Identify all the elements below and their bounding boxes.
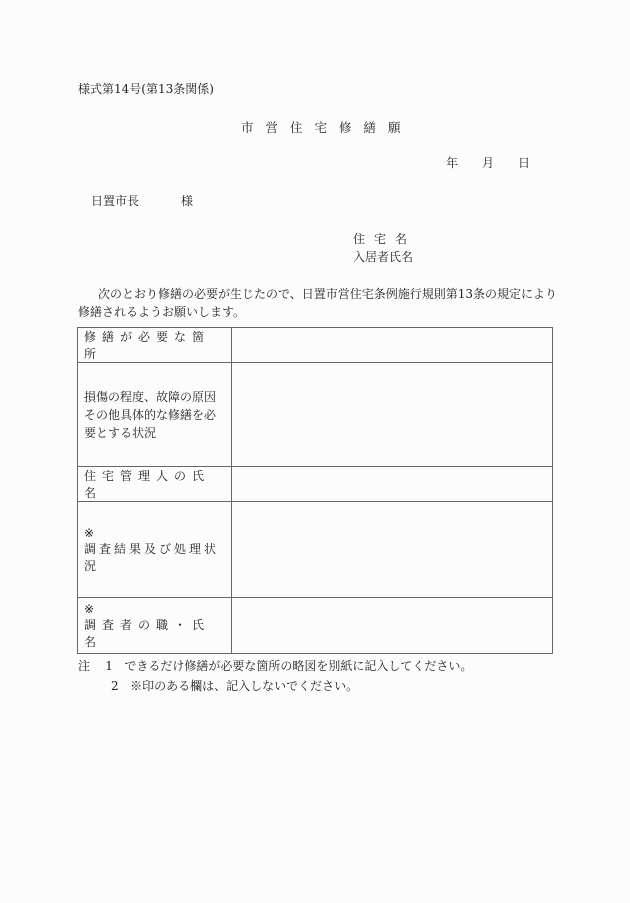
- damage-status-field[interactable]: [232, 363, 553, 467]
- addressee: [91, 192, 193, 209]
- manager-name-field[interactable]: [232, 467, 553, 502]
- row-label: 損傷の程度、故障の原因その他具体的な修繕を必要とする状況: [78, 363, 232, 467]
- row-label: 住宅管理人の氏名: [78, 467, 232, 502]
- reference-mark: ※: [84, 525, 95, 540]
- month-label: 月: [482, 156, 495, 170]
- table-row: [78, 328, 553, 363]
- repair-location-field[interactable]: [232, 328, 553, 363]
- table-row: [78, 598, 553, 654]
- investigation-result-field[interactable]: [232, 502, 553, 598]
- row-label-cell: [78, 502, 232, 598]
- repair-request-table: [77, 327, 553, 654]
- row-label: 調査結果及び処理状況: [84, 541, 220, 573]
- reference-mark: ※: [84, 601, 95, 616]
- day-label: 日: [518, 156, 531, 170]
- investigator-name-field[interactable]: [232, 598, 553, 654]
- notes: [78, 656, 472, 696]
- notes-prefix: 注: [78, 659, 91, 673]
- row-label-cell: [78, 598, 232, 654]
- table-row: [78, 467, 553, 502]
- table-row: [78, 363, 553, 467]
- note-number: 2: [111, 679, 119, 693]
- note-text: できるだけ修繕が必要な箇所の略図を別紙に記入してください。: [124, 659, 473, 673]
- date-line: [446, 154, 554, 171]
- row-label: 修繕が必要な箇所: [78, 328, 232, 363]
- year-label: 年: [446, 156, 459, 170]
- row-label: 調査者の職・氏名: [84, 617, 211, 649]
- note-item: [78, 676, 472, 696]
- table-row: [78, 502, 553, 598]
- housing-name-label: 住宅名: [353, 232, 417, 246]
- request-text: 次のとおり修繕の必要が生じたので、日置市営住宅条例施行規則第13条の規定により修繕されるようお願いします。: [78, 287, 558, 319]
- form-number: 様式第14号(第13条関係): [78, 82, 214, 96]
- resident-name-label: 入居者氏名: [353, 250, 414, 264]
- addressee-name: 日置市長: [91, 194, 140, 208]
- page-title: 市営住宅修繕願: [241, 120, 413, 135]
- note-item: [78, 656, 472, 676]
- note-number: 1: [105, 659, 113, 673]
- note-text: ※印のある欄は、記入しないでください。: [130, 679, 359, 693]
- addressee-honorific: 様: [181, 194, 194, 208]
